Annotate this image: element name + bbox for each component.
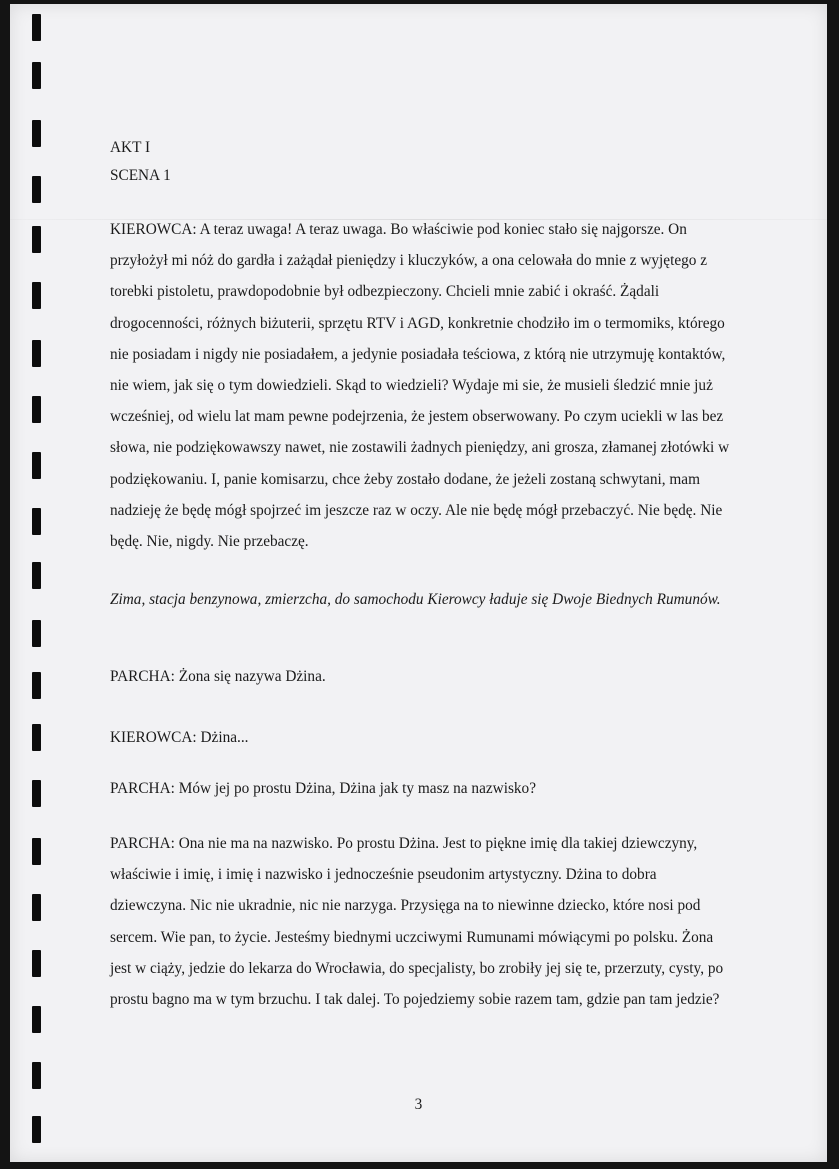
binder-hole [32, 396, 41, 423]
binder-hole [32, 340, 41, 367]
binder-hole [32, 508, 41, 535]
binder-hole [32, 562, 41, 589]
binder-hole [32, 452, 41, 479]
paragraph-parcha-1: PARCHA: Żona się nazywa Dżina. [110, 668, 326, 685]
binder-hole [32, 672, 41, 699]
stage-direction: Zima, stacja benzynowa, zmierzcha, do samochodu Kierowcy ładuje się Dwoje Biednych Rumunów. [110, 591, 721, 608]
document-page [10, 4, 827, 1162]
paragraph-parcha-2: PARCHA: Mów jej po prostu Dżina, Dżina jak ty masz na nazwisko? [110, 780, 536, 797]
paragraph-parcha-3: PARCHA: Ona nie ma na nazwisko. Po prostu Dżina. Jest to piękne imię dla takiej dziewczyny, właściwie i imię, i imię i nazwisko i jednocześnie pseudonim artystyczny. Dżina to dobra dziewczyna. Nic nie ukradnie, nic nie narzyga. Przysięga na to niewinne dziecko, które nosi pod sercem. Wie pan, to życie. Jesteśmy biednymi uczciwymi Rumunami mówiącymi po polsku. Żona jest w ciąży, jedzie do lekarza do Wrocławia, do specjalisty, bo zrobiły jej się te, przerzuty, cysty, po prostu bagno ma w tym brzuchu. I tak dalej. To pojedziemy sobie razem tam, gdzie pan tam jedzie? [110, 835, 724, 1009]
binder-hole [32, 950, 41, 977]
binder-hole [32, 838, 41, 865]
scene-heading: SCENA 1 [110, 167, 171, 184]
page-number: 3 [414, 1096, 423, 1113]
binder-hole [32, 14, 41, 41]
binder-hole [32, 176, 41, 203]
binder-hole [32, 1006, 41, 1033]
binder-hole [32, 62, 41, 89]
binder-hole [32, 1116, 41, 1143]
act-heading: AKT I [110, 139, 151, 156]
binder-hole [32, 1062, 41, 1089]
binder-hole [32, 620, 41, 647]
binder-hole [32, 226, 41, 253]
paragraph-kierowca-2: KIEROWCA: Dżina... [110, 729, 249, 746]
binder-hole [32, 282, 41, 309]
binder-hole [32, 894, 41, 921]
binder-hole [32, 724, 41, 751]
paragraph-kierowca-monologue: KIEROWCA: A teraz uwaga! A teraz uwaga. Bo właściwie pod koniec stało się najgorsze. On przyłożył mi nóż do gardła i zażądał pieniędzy i kluczyków, a ona celowała do mnie z wyjętego z torebki pistoletu, prawdopodobnie był odbezpieczony. Chcieli mnie zabić i okraść. Żądali drogocenności, różnych biżuterii, sprzętu RTV i AGD, konkretnie chodziło im o termomiks, którego nie posiadam i nigdy nie posiadałem, a jedynie posiadała teściowa, z którą nie utrzymuję kontaktów, nie wiem, jak się o tym dowiedzieli. Skąd to wiedzieli? Wydaje mi sie, że musieli śledzić mnie już wcześniej, od wielu lat mam pewne podejrzenia, że jestem obserwowany. Po czym uciekli w las bez słowa, nie podziękowawszy nawet, nie zostawili żadnych pieniędzy, ani grosza, złamanej złotówki w podziękowaniu. I, panie komisarzu, chce żeby zostało dodane, że jeżeli zostaną schwytani, mam nadzieję że będę mógł spojrzeć im jeszcze raz w oczy. Ale nie będę mógł przebaczyć. Nie będę. Nie będę. Nie, nigdy. Nie przebaczę. [110, 221, 730, 551]
binder-hole [32, 120, 41, 147]
binder-hole [32, 780, 41, 807]
